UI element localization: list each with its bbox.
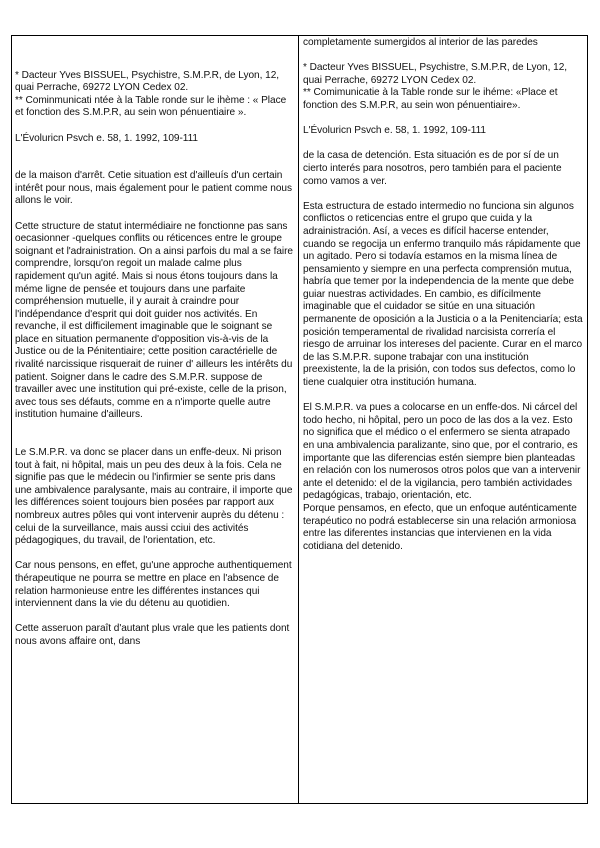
citation: L'Évoluricn Psvch e. 58, 1. 1992, 109-111 <box>303 125 486 137</box>
paragraph: Esta estructura de estado intermedio no funciona sin algunos conflictos o reticencias entre el grupo que cuida y la adrainistración. Así, a veces es difícil hacerse entender, cuando se regocija un enfermo tranquilo más rápidamente que un agitado. Pero si todavía estamos en la misma línea de pensamiento y siempre en una perfecta comprensión mutua, habría que temer por la independencia de la mente que debe guiar nuestras actividades. En cambio, es difícilmente imaginable que el cuidador se sitúe en una situación permanente de oposición a la Justicia o a la Penitenciaría; esta posición temperamental de rivalidad narcisista correría el riesgo de arruinar los intereses del paciente. Curar en el marco de las S.M.P.R. supone trabajar con una institución preexistente, la de la prisión, con todos sus defectos, como lo tiene cualquier otra institución humana. <box>303 200 583 389</box>
top-text: completamente sumergidos al interior de las paredes <box>303 37 538 48</box>
paragraph: Cette structure de statut intermédiaire ne fonctionne pas sans oecasionner -quelques conflits ou réticences entre le groupe soignant et l'adrainistration. On a ainsi parfois du mal a se faire comprendre, lorsqu'on regoit un malade calme plus rapidement qu'un agité. Mais si nous étons toujours dans la méme ligne de pensée et toujours dans une parfaite compréhension mutuelle, il y aurait à craindre pour l'indépendance d'esprit qui doit guider nos activités. En revanche, il est difficilement imaginable que le soignant se place en situation permanente d'opposition vis-à-vis de la Justice ou de la Pénitentiaire; cette position caractérielle de rivalité narcissique risquerait de ruiner d' ailleurs les intérêts du patient. Soigner dans le cadre des S.M.P.R. suppose de travailler avec une institution qui pré-existe, celle de la prison, avec tous ses défauts, comme en a n'importe quelle autre institution humaine d'ailleurs. <box>15 220 293 421</box>
citation: L'Évoluricn Psvch e. 58, 1. 1992, 109-111 <box>15 132 198 144</box>
paragraph: Car nous pensons, en effet, gu'une approche authentiquement thérapeutique ne pourra se mettre en place en l'absence de relation harmonieuse entre les différentes instances qui interviennent dans la vie du détenu au quotidien. <box>15 560 292 610</box>
french-column <box>12 36 298 803</box>
spanish-column <box>299 36 587 803</box>
footnote-author: * Dacteur Yves BISSUEL, Psychistre, S.M.P.R, de Lyon, 12, quai Perrache, 69272 LYON Cedex 02. <box>15 69 280 94</box>
footnote-communication: ** Cominmunicati ntée à la Table ronde sur le ihème : « Place et fonction des S.M.P.R, au sein won pénuentiaire ». <box>15 94 287 119</box>
paragraph: Cette asseruon paraît d'autant plus vrale que les patients dont nous avons affaire ont, dans <box>15 623 290 647</box>
paragraph: Le S.M.P.R. va donc se placer dans un enffe-deux. Ni prison tout à fait, ni hôpital, mais un peu des deux à la fois. Cela ne signifie pas que le médecin ou l'infirmier se sente pris dans une ambivalence paralysante, mais au contraire, il importe que les différences soient toujours bien posées par rapport aux nombreux autres pôles qui vont intervenir auprès du détenu : celui de la surveillance, mais aussi cciui des activités pédagogiques, du travail, de l'orientation, etc. <box>15 447 293 547</box>
paragraph: El S.M.P.R. va pues a colocarse en un enffe-dos. Ni cárcel del todo hecho, ni hôpital, pero un poco de las dos a la vez. Esto no significa que el médico o el enfermero se sienta atrapado en una ambivalencia paralizante, sino que, por el contrario, es importante que las diferencias estén siempre bien planteadas en relación con los numerosos otros polos que van a intervenir ante el detenido: el de la vigilancia, pero también actividades pedagógicas, trabajo, orientación, etc. <box>303 402 581 502</box>
translation-table <box>11 35 588 804</box>
paragraph: Porque pensamos, en efecto, que un enfoque auténticamente terapéutico no podrá establecerse sin una relación armoniosa entre las diferentes instancias que intervienen en la vida cotidiana del detenido. <box>303 502 577 552</box>
paragraph: de la casa de detención. Esta situación es de por sí de un cierto interés para nosotros, pero también para el paciente como vamos a ver. <box>303 150 562 187</box>
paragraph: de la maison d'arrêt. Cetie situation est d'ailleuís d'un certain intérêt pour nous, mais également pour le patient comme nous allons le voir. <box>15 170 292 207</box>
footnote-author: * Dacteur Yves BISSUEL, Psychistre, S.M.P.R, de Lyon, 12, quai Perrache, 69272 LYON Cedex 02. <box>303 62 568 86</box>
footnote-communication: ** Comimunicatie à la Table ronde sur le ihéme: «Place et fonction des S.M.P.R, au sein won pénuentiaire». <box>303 87 558 111</box>
